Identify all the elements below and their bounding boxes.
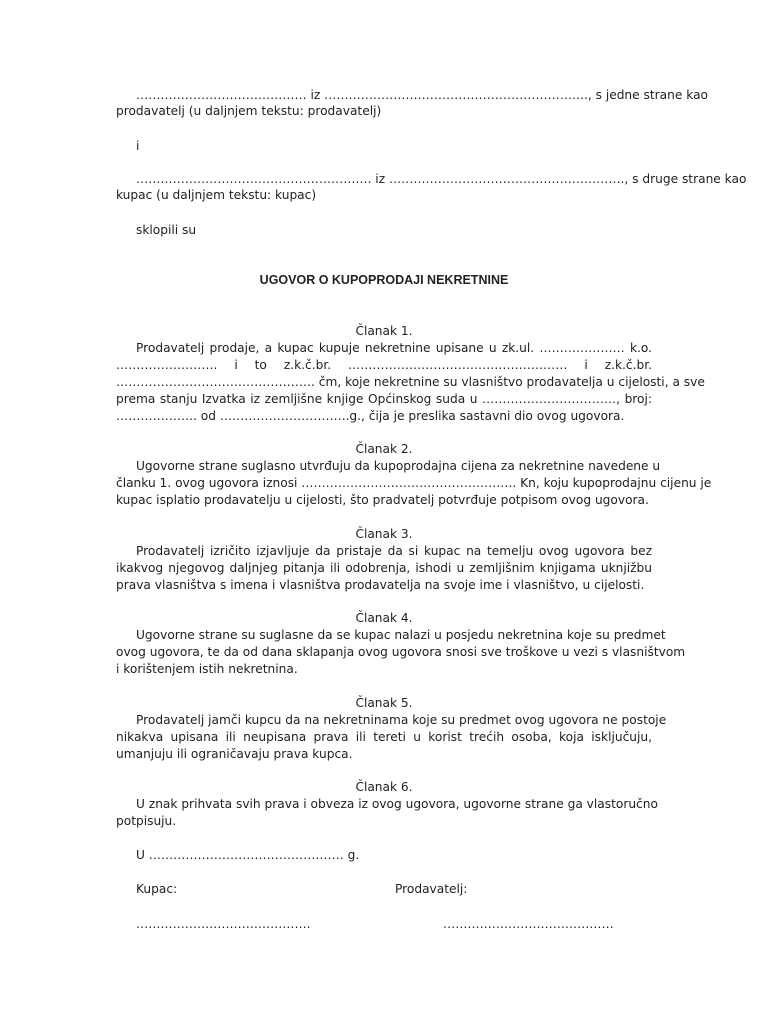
buyer-signature-line: ……………………………………. [136, 917, 311, 931]
article-6-line: U znak prihvata svih prava i obveza iz ovog ugovora, ugovorne strane ga vlastoručno [136, 797, 658, 811]
buyer-line-1: …………………………………………………. iz …………………………………………………., s druge strane kao [136, 172, 747, 186]
article-2-line: Ugovorne strane suglasno utvrđuju da kupoprodajna cijena za nekretnine navedene u [136, 459, 661, 473]
article-3-heading: Članak 3. [355, 527, 413, 541]
article-4-heading: Članak 4. [355, 611, 413, 625]
article-1-line: …………………………………………. čm, koje nekretnine su vlasništvo prodavatelja u cijelosti, a sve [116, 375, 705, 389]
and-word: i [136, 139, 140, 153]
seller-label: Prodavatelj: [395, 882, 468, 896]
buyer-line-2: kupac (u daljnjem tekstu: kupac) [116, 188, 317, 202]
article-5-line: Prodavatelj jamči kupcu da na nekretninama koje su predmet ovog ugovora ne postoje [136, 713, 667, 727]
seller-line-1: …………………………………… iz ……………………………………………………….., s jedne strane kao [136, 88, 709, 102]
article-4-line: ovog ugovora, te da od dana sklapanja ovog ugovora snosi sve troškove u vezi s vlasništvom [116, 645, 686, 659]
buyer-label: Kupac: [136, 882, 178, 896]
place-date-line: U ………………………………………… g. [136, 848, 360, 862]
seller-signature-line: …………………………………… [443, 917, 614, 931]
article-2-line: članku 1. ovog ugovora iznosi …………………………………………….. Kn, koju kupoprodajnu cijenu je [116, 476, 712, 490]
article-1-line-last: ……………….. od …………………………..g., čija je preslika sastavni dio ovog ugovora. [116, 409, 625, 423]
contract-title: UGOVOR O KUPOPRODAJI NEKRETNINE [259, 273, 509, 287]
concluded-text: sklopili su [136, 223, 197, 237]
article-3-line: Prodavatelj izričito izjavljuje da pristaje da si kupac na temelju ovog ugovora bez [136, 544, 652, 558]
article-2-heading: Članak 2. [355, 442, 413, 456]
article-2-line-last: kupac isplatio prodavatelju u cijelosti, što pradvatelj potvrđuje potpisom ovog ugovora. [116, 493, 649, 507]
article-3-line-last: prava vlasništva s imena i vlasništva prodavatelja na svoje ime i vlasništvo, u cijelosti. [116, 578, 645, 592]
article-3-line: ikakvog njegovog daljnjeg pitanja ili odobrenja, ishodi u zemljišnim knjigama uknjižbu [116, 561, 652, 575]
article-4-line: Ugovorne strane su suglasne da se kupac nalazi u posjedu nekretnina koje su predmet [136, 628, 666, 642]
article-1-line: Prodavatelj prodaje, a kupac kupuje nekretnine upisane u zk.ul. ………………… k.o. [136, 341, 652, 355]
seller-line-2: prodavatelj (u daljnjem tekstu: prodavatelj) [116, 104, 382, 118]
article-6-heading: Članak 6. [355, 780, 413, 794]
article-1-line: ……………………. i to z.k.č.br. ……………………………………………… i z.k.č.br. [116, 358, 652, 372]
article-5-heading: Članak 5. [355, 696, 413, 710]
article-4-line-last: i korištenjem istih nekretnina. [116, 662, 298, 676]
article-5-line-last: umanjuju ili ograničavaju prava kupca. [116, 747, 353, 761]
article-1-line: prema stanju Izvatka iz zemljišne knjige Općinskog suda u ……………………………, broj: [116, 392, 652, 406]
article-1-heading: Članak 1. [355, 324, 413, 338]
article-5-line: nikakva upisana ili neupisana prava ili tereti u korist trećih osoba, koja isključuju, [116, 730, 652, 744]
article-6-line-last: potpisuju. [116, 814, 177, 828]
